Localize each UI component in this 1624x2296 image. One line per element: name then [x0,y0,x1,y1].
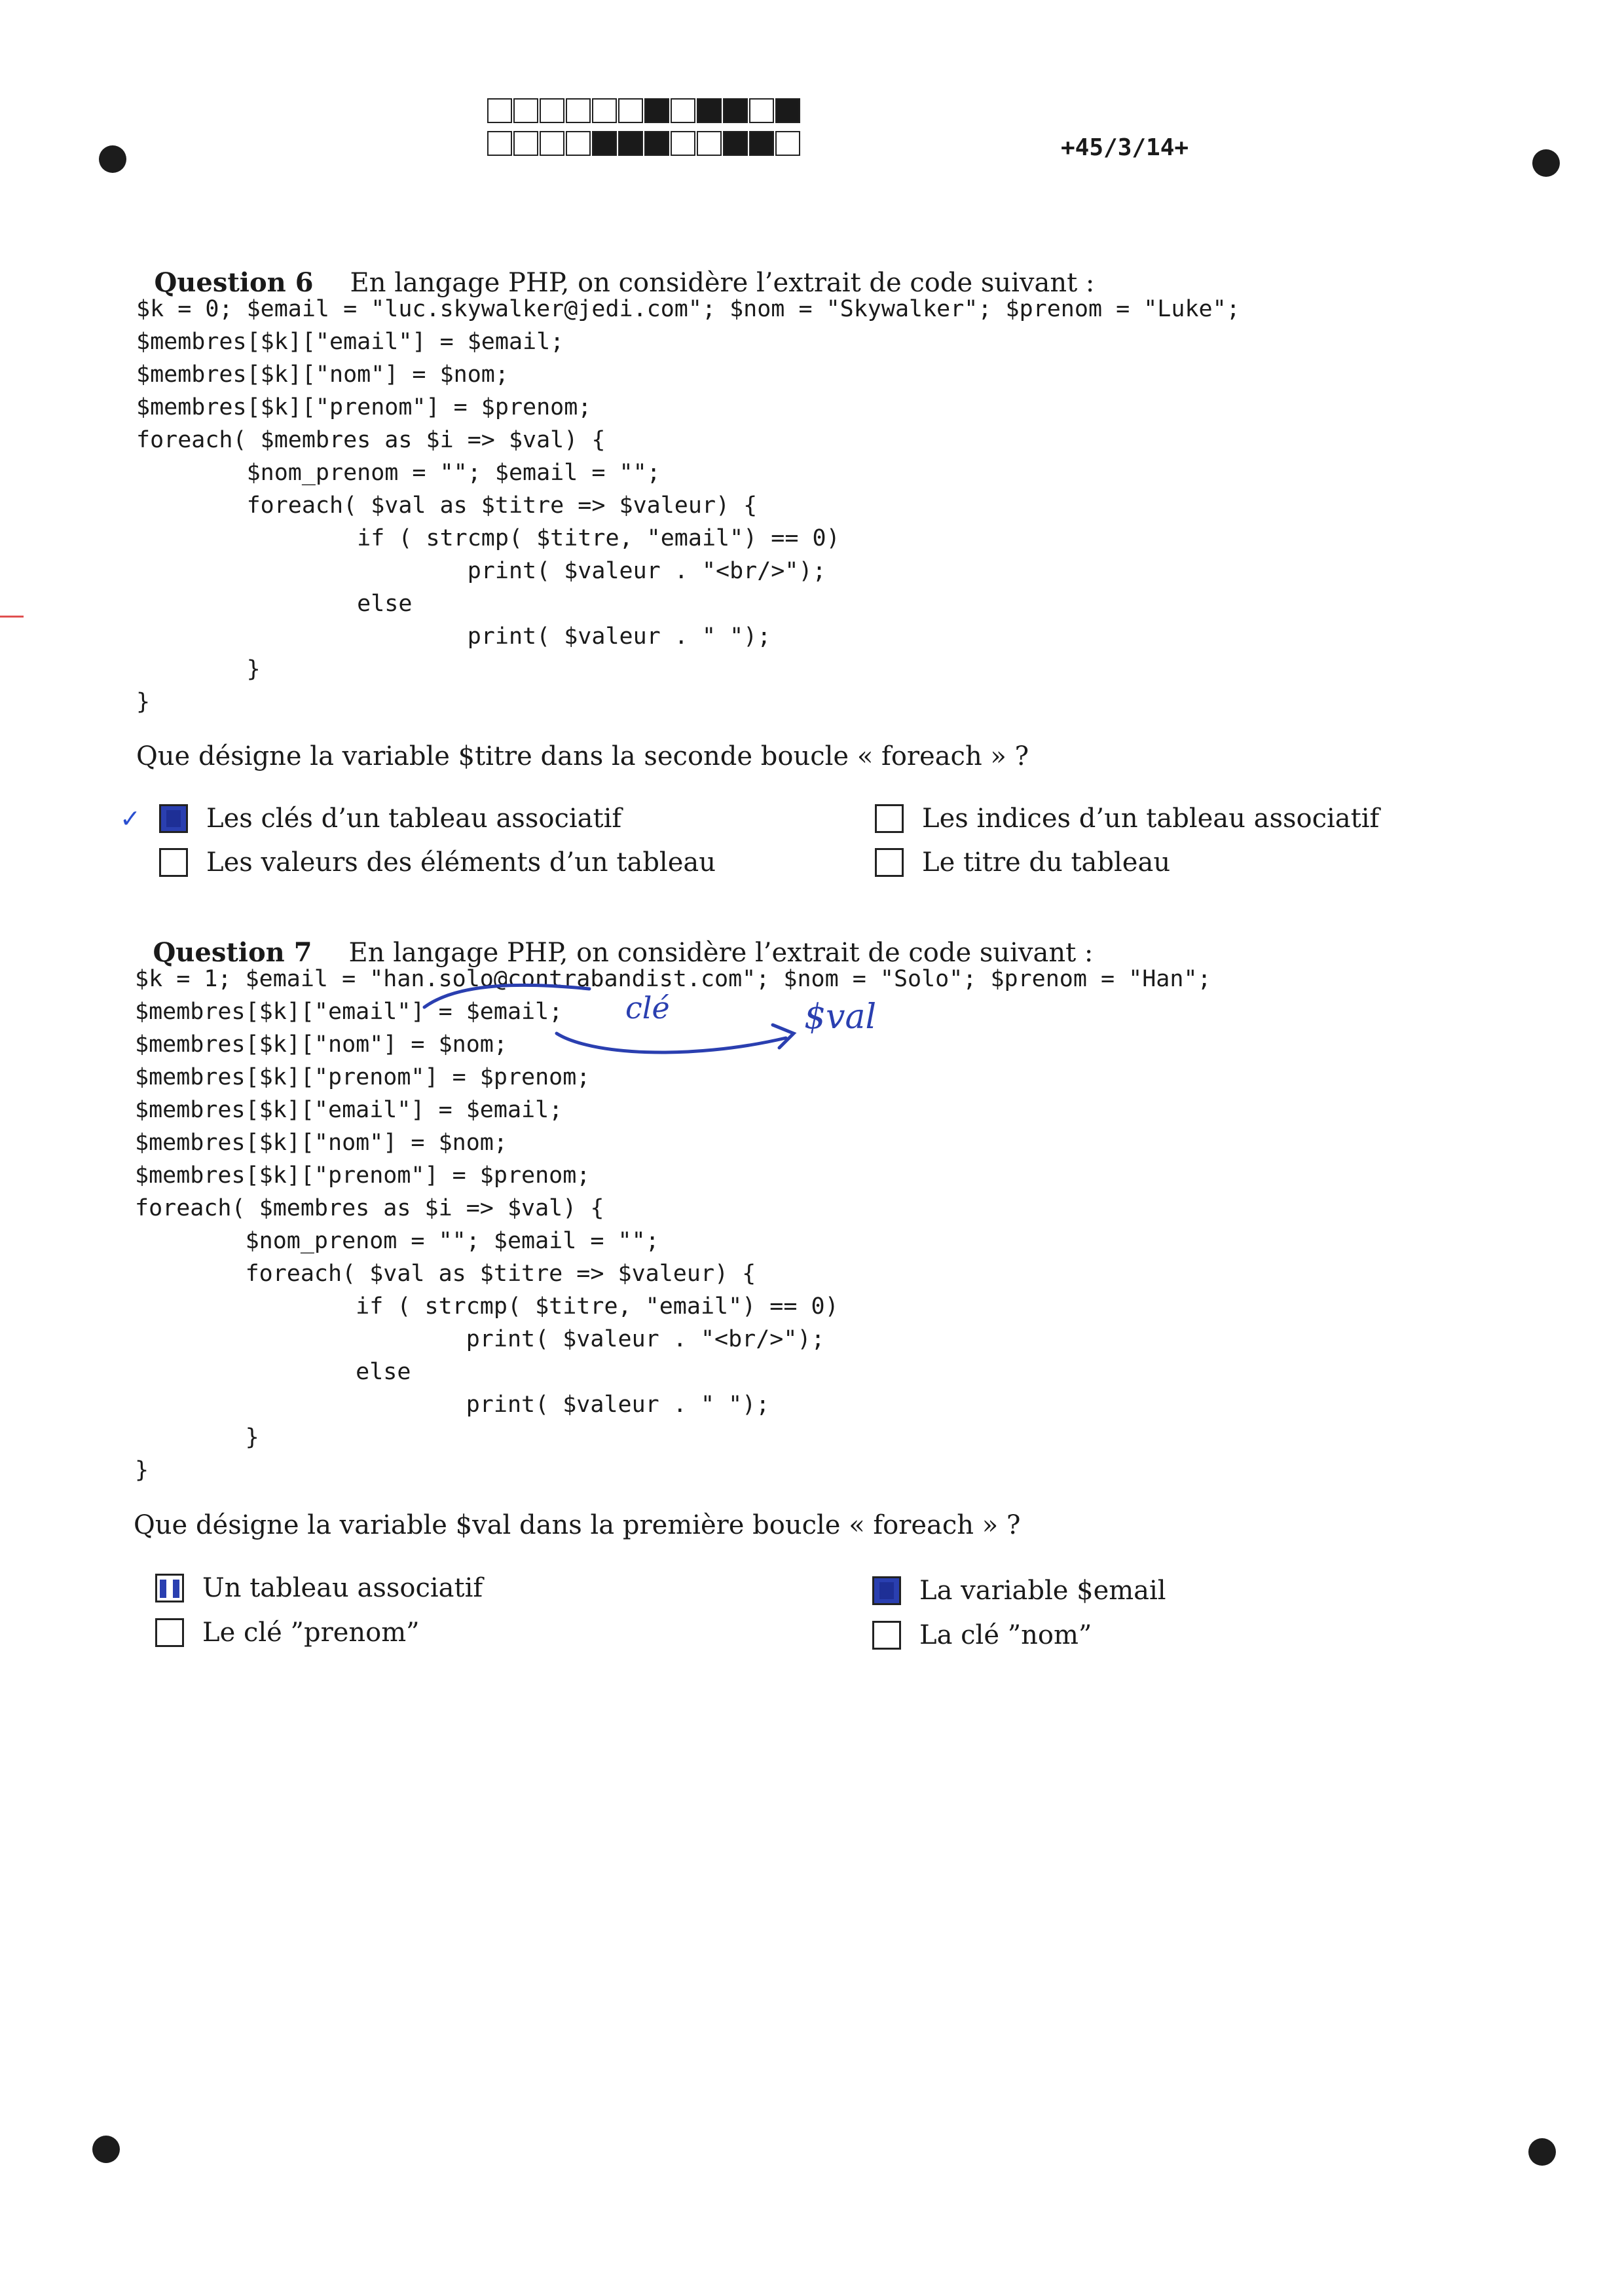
code-line: $membres[$k]["email"] = $email; [135,1097,563,1123]
code-line: foreach( $val as $titre => $valeur) { [135,1261,756,1287]
answer-label: Le titre du tableau [922,847,1171,878]
answer-checkbox[interactable] [155,1574,184,1602]
code-line: print( $valeur . " "); [135,1392,770,1418]
code-line: $nom_prenom = ""; $email = ""; [136,460,661,486]
barcode-cell [618,131,643,156]
barcode-cell [618,98,643,123]
question-6-answer-1[interactable] [159,804,621,834]
corner-dot-top-right [1532,149,1560,177]
code-line: } [136,689,151,715]
barcode-cell [671,131,695,156]
barcode-cell [566,131,591,156]
barcode-cell [487,131,512,156]
handwriting-note-val: $val [804,997,877,1037]
barcode-cell [487,98,512,123]
question-6-heading [138,237,1094,298]
question-7-answer-4[interactable] [872,1620,1092,1650]
question-7-prompt: Que désigne la variable $val dans la première boucle « foreach » ? [134,1510,1021,1540]
barcode-cell [644,98,669,123]
answer-label: Un tableau associatif [202,1573,483,1603]
answer-label: La variable $email [919,1576,1166,1606]
corner-dot-bottom-left [92,2136,120,2163]
question-7-intro: En langage PHP, on considère l’extrait de code suivant : [348,938,1094,968]
barcode-cell [592,98,617,123]
code-line: print( $valeur . "<br/>"); [136,558,826,584]
code-line: if ( strcmp( $titre, "email") == 0) [136,525,840,551]
barcode-cell [513,98,538,123]
code-line: $membres[$k]["nom"] = $nom; [135,1130,507,1156]
question-6-answer-2[interactable] [875,804,1379,834]
barcode-cell [540,131,564,156]
question-7-answer-3[interactable] [155,1618,420,1648]
answer-checkbox[interactable] [875,804,904,833]
question-6-prompt: Que désigne la variable $titre dans la seconde boucle « foreach » ? [136,741,1029,771]
barcode-cell [775,98,800,123]
answer-checkbox[interactable] [875,848,904,877]
barcode-cell [671,98,695,123]
question-7-answer-1[interactable] [155,1573,483,1603]
code-line: print( $valeur . " "); [136,623,771,650]
barcode-cell [749,131,774,156]
question-6-intro: En langage PHP, on considère l’extrait de code suivant : [350,268,1095,298]
code-line: $nom_prenom = ""; $email = ""; [135,1228,659,1254]
question-7-heading [136,907,1093,968]
barcode-cell [644,131,669,156]
code-line: $membres[$k]["nom"] = $nom; [136,361,509,388]
barcode-cell [592,131,617,156]
answer-checkbox[interactable] [155,1618,184,1647]
code-line: } [136,656,261,682]
code-line: else [135,1359,411,1385]
margin-tick [0,616,24,618]
answer-checkbox[interactable] [872,1576,901,1605]
barcode-cell [723,98,748,123]
barcode-cell [775,131,800,156]
question-7-answer-2[interactable] [872,1576,1166,1606]
code-line: $membres[$k]["prenom"] = $prenom; [135,1162,591,1189]
corner-dot-top-left [99,145,126,173]
answer-checkbox[interactable] [159,848,188,877]
answer-label: Les indices d’un tableau associatif [922,804,1380,834]
barcode-cell [697,131,722,156]
code-line: foreach( $val as $titre => $valeur) { [136,492,758,519]
code-line: if ( strcmp( $titre, "email") == 0) [135,1293,839,1320]
handwriting-note-cle: clé [625,990,670,1026]
question-7-label: Question 7 [153,937,312,968]
barcode-row-2 [487,131,802,158]
barcode-cell [566,98,591,123]
barcode-cell [749,98,774,123]
code-line: $membres[$k]["email"] = $email; [136,329,564,355]
question-6-answer-4[interactable] [875,847,1170,878]
code-line: else [136,591,413,617]
code-line: $k = 1; $email = "han.solo@contrabandist.com"; $nom = "Solo"; $prenom = "Han"; [135,966,1211,992]
question-6-answer-3[interactable] [159,847,716,878]
barcode-cell [723,131,748,156]
answer-label: Les valeurs des éléments d’un tableau [206,847,716,878]
code-line: $membres[$k]["prenom"] = $prenom; [135,1064,591,1090]
answer-label: La clé ”nom” [919,1620,1092,1650]
code-line: $membres[$k]["prenom"] = $prenom; [136,394,592,420]
code-line: print( $valeur . "<br/>"); [135,1326,825,1352]
code-line: foreach( $membres as $i => $val) { [135,1195,604,1221]
code-line: $k = 0; $email = "luc.skywalker@jedi.com"; $nom = "Skywalker"; $prenom = "Luke"; [136,296,1240,322]
barcode-cell [697,98,722,123]
code-line: foreach( $membres as $i => $val) { [136,427,606,453]
question-7-code [135,963,1211,1487]
code-line: } [135,1424,259,1451]
answer-label: Le clé ”prenom” [202,1618,420,1648]
question-6-label: Question 6 [154,267,314,298]
answer-checkbox[interactable] [159,804,188,833]
question-6-code [136,293,1240,718]
answer-label: Les clés d’un tableau associatif [206,804,622,834]
code-line: } [135,1457,149,1483]
code-line: $membres[$k]["nom"] = $nom; [135,1031,507,1058]
barcode-row-1 [487,98,802,126]
verified-check-icon: ✓ [120,804,141,833]
answer-checkbox[interactable] [872,1621,901,1650]
code-line: $membres[$k]["email"] = $email; [135,999,563,1025]
corner-dot-bottom-right [1528,2138,1556,2166]
barcode-cell [540,98,564,123]
barcode-cell [513,131,538,156]
page-id: +45/3/14+ [1061,134,1189,161]
